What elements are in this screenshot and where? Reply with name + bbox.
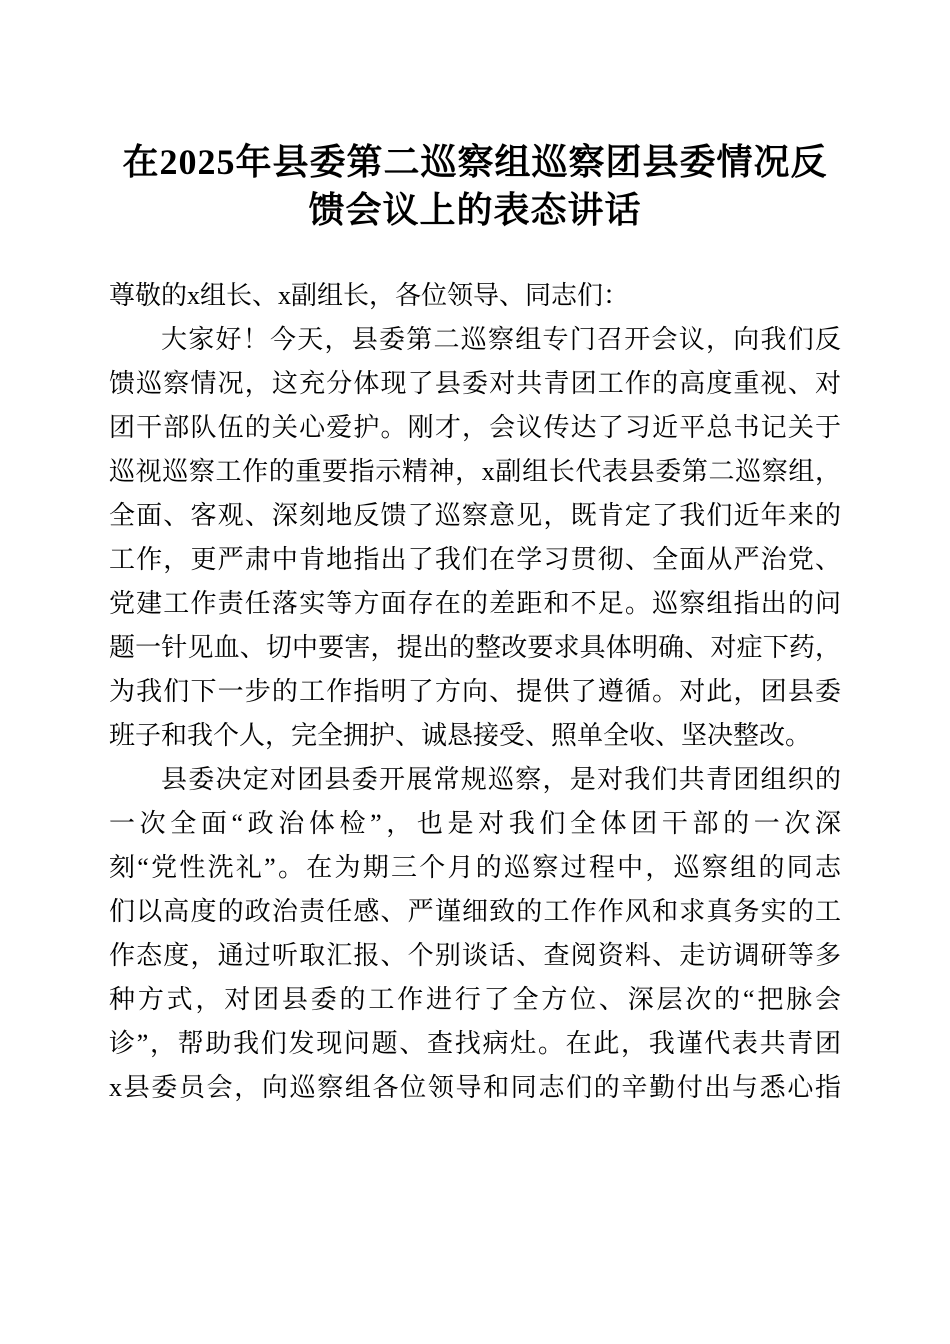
text-line: 作态度，通过听取汇报、个别谈话、查阅资料、走访调研等多: [109, 941, 841, 970]
text-line: 县委决定对团县委开展常规巡察，是对我们共青团组织的: [161, 765, 841, 794]
text-line: 团干部队伍的关心爱护。刚才，会议传达了习近平总书记关于: [109, 413, 841, 442]
text-line: 巡视巡察工作的重要指示精神，x副组长代表县委第二巡察组，: [109, 457, 841, 486]
text-line: 为我们下一步的工作指明了方向、提供了遵循。对此，团县委: [109, 677, 841, 706]
text-line: 们以高度的政治责任感、严谨细致的工作作风和求真务实的工: [109, 897, 841, 926]
document-title-line-1: 在2025年县委第二巡察组巡察团县委情况反: [122, 142, 828, 182]
text-line: 馈巡察情况，这充分体现了县委对共青团工作的高度重视、对: [109, 369, 841, 398]
text-line: 种方式，对团县委的工作进行了全方位、深层次的“把脉会: [109, 985, 841, 1014]
text-line: x县委员会，向巡察组各位领导和同志们的辛勤付出与悉心指: [109, 1073, 841, 1102]
text-line: 刻“党性洗礼”。在为期三个月的巡察过程中，巡察组的同志: [109, 853, 841, 882]
text-line: 全面、客观、深刻地反馈了巡察意见，既肯定了我们近年来的: [109, 501, 841, 530]
text-line: 班子和我个人，完全拥护、诚恳接受、照单全收、坚决整改。: [109, 721, 812, 750]
document-title: [109, 138, 841, 234]
text-line: 工作，更严肃中肯地指出了我们在学习贯彻、全面从严治党、: [109, 545, 841, 574]
text-line: 一次全面“政治体检”，也是对我们全体团干部的一次深: [109, 809, 841, 838]
text-line: 党建工作责任落实等方面存在的差距和不足。巡察组指出的问: [109, 589, 841, 618]
document-title-line-2: 馈会议上的表态讲话: [308, 190, 642, 230]
text-line: 尊敬的x组长、x副组长，各位领导、同志们：: [109, 281, 630, 310]
text-line: 诊”，帮助我们发现问题、查找病灶。在此，我谨代表共青团: [109, 1029, 841, 1058]
text-line: 大家好！今天，县委第二巡察组专门召开会议，向我们反: [161, 325, 841, 354]
document-body: [109, 274, 841, 1110]
text-line: 题一针见血、切中要害，提出的整改要求具体明确、对症下药，: [109, 633, 841, 662]
